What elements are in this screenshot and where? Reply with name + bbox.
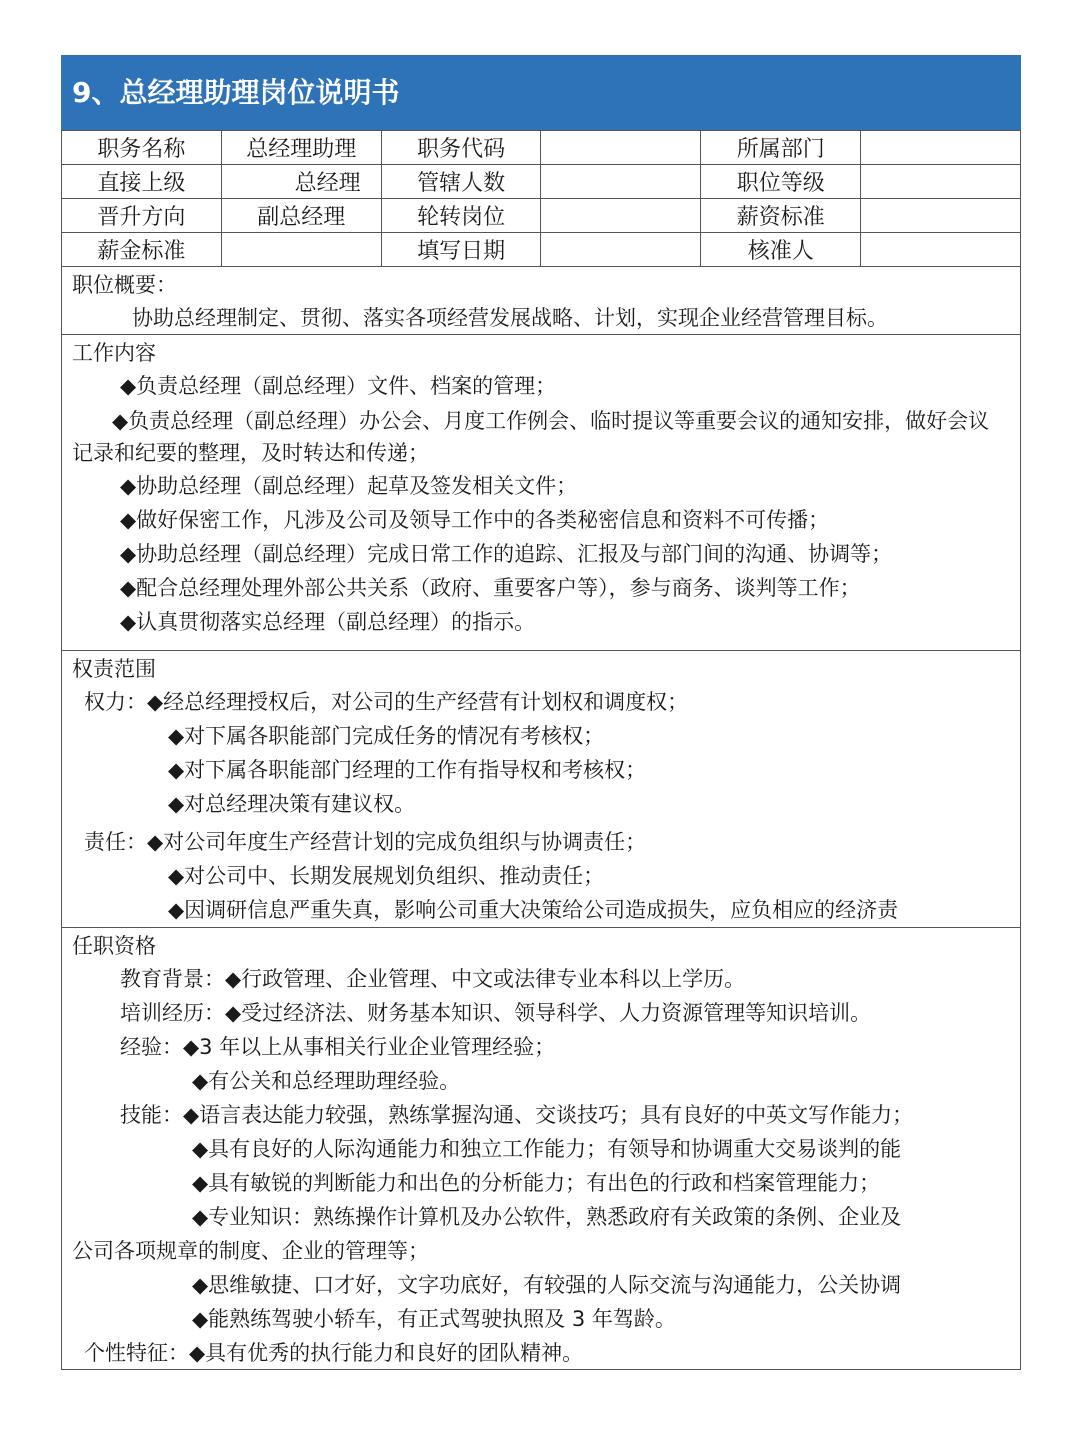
overview-text: 协助总经理制定、贯彻、落实各项经营发展战略、计划，实现企业经营管理目标。 [132, 306, 888, 330]
basic-info-table [61, 130, 1021, 267]
list-item: ◆有公关和总经理助理经验。 [192, 1069, 461, 1093]
list-item: ◆认真贯彻落实总经理（副总经理）的指示。 [120, 610, 536, 634]
duties-section [61, 335, 1021, 651]
list-item: ◆负责总经理（副总经理）文件、档案的管理； [120, 374, 557, 398]
section-title: 任职资格 [72, 934, 156, 958]
list-item: ◆协助总经理（副总经理）完成日常工作的追踪、汇报及与部门间的沟通、协调等； [120, 542, 893, 566]
list-item: ◆能熟练驾驶小轿车，有正式驾驶执照及 3 年驾龄。 [192, 1307, 676, 1331]
list-item: ◆因调研信息严重失真，影响公司重大决策给公司造成损失，应负相应的经济责 [168, 898, 899, 922]
table-cell [861, 131, 1021, 165]
table-cell: 晋升方向 [62, 199, 222, 233]
table-cell: 总经理助理 [221, 131, 381, 165]
table-row [62, 233, 1021, 267]
table-cell [541, 233, 701, 267]
power-label: 权力： [84, 690, 147, 714]
table-cell [541, 165, 701, 199]
list-item: ◆配合总经理处理外部公共关系（政府、重要客户等），参与商务、谈判等工作； [120, 576, 861, 600]
table-cell: 直接上级 [62, 165, 222, 199]
job-description-document [61, 55, 1021, 1370]
personality-line: 个性特征：◆具有优秀的执行能力和良好的团队精神。 [84, 1341, 584, 1365]
table-cell: 职位等级 [701, 165, 861, 199]
list-item [72, 685, 1010, 719]
section-title: 权责范围 [72, 657, 156, 681]
authority-section [61, 651, 1021, 928]
experience-label: 经验： [120, 1035, 183, 1059]
list-item [72, 825, 1010, 859]
table-cell [541, 199, 701, 233]
table-cell [861, 233, 1021, 267]
list-item: ◆专业知识：熟练操作计算机及办公软件，熟悉政府有关政策的条例、企业及 [192, 1205, 902, 1229]
table-row [62, 165, 1021, 199]
list-item: ◆对总经理决策有建议权。 [168, 792, 416, 816]
table-cell: 薪资标准 [701, 199, 861, 233]
duty-item: ◆对公司年度生产经营计划的完成负组织与协调责任； [147, 830, 647, 854]
list-item: ◆负责总经理（副总经理）办公会、月度工作例会、临时提议等重要会议的通知安排，做好会议记录和纪要的整理，及时转达和传递； [72, 409, 990, 465]
table-cell: 副总经理 [221, 199, 381, 233]
table-cell: 核准人 [701, 233, 861, 267]
list-item: 公司各项规章的制度、企业的管理等； [72, 1239, 429, 1263]
table-cell: 职务名称 [62, 131, 222, 165]
list-item: ◆对公司中、长期发展规划负组织、推动责任； [168, 864, 605, 888]
qualifications-section [61, 928, 1021, 1370]
power-item: ◆经总经理授权后，对公司的生产经营有计划权和调度权； [147, 690, 689, 714]
list-item: ◆协助总经理（副总经理）起草及签发相关文件； [120, 474, 578, 498]
table-cell: 轮转岗位 [381, 199, 541, 233]
list-item [72, 1030, 1010, 1064]
table-cell: 所属部门 [701, 131, 861, 165]
table-cell: 职务代码 [381, 131, 541, 165]
skill-item: ◆语言表达能力较强，熟练掌握沟通、交谈技巧；具有良好的中英文写作能力； [183, 1103, 914, 1127]
table-row [62, 131, 1021, 165]
education-line: 教育背景：◆行政管理、企业管理、中文或法律专业本科以上学历。 [120, 967, 746, 991]
section-title: 职位概要： [72, 273, 177, 297]
list-item: ◆对下属各职能部门经理的工作有指导权和考核权； [168, 758, 647, 782]
table-cell: 填写日期 [381, 233, 541, 267]
table-cell: 管辖人数 [381, 165, 541, 199]
table-cell [541, 131, 701, 165]
list-item: ◆思维敏捷、口才好，文字功底好，有较强的人际交流与沟通能力，公关协调 [192, 1273, 902, 1297]
skills-label: 技能： [120, 1103, 183, 1127]
table-cell: 薪金标准 [62, 233, 222, 267]
duty-label: 责任： [84, 830, 147, 854]
table-cell [221, 233, 381, 267]
list-item: ◆具有敏锐的判断能力和出色的分析能力；有出色的行政和档案管理能力； [192, 1171, 881, 1195]
section-title: 工作内容 [72, 341, 156, 365]
table-cell [861, 199, 1021, 233]
training-line: 培训经历：◆受过经济法、财务基本知识、领导科学、人力资源管理等知识培训。 [120, 1001, 872, 1025]
table-cell: 总经理 [221, 165, 381, 199]
list-item: ◆对下属各职能部门完成任务的情况有考核权； [168, 724, 605, 748]
list-item: ◆具有良好的人际沟通能力和独立工作能力；有领导和协调重大交易谈判的能 [192, 1137, 902, 1161]
list-item: ◆做好保密工作，凡涉及公司及领导工作中的各类秘密信息和资料不可传播； [120, 508, 830, 532]
table-cell [861, 165, 1021, 199]
overview-section [61, 267, 1021, 335]
table-row [62, 199, 1021, 233]
list-item [72, 1098, 1010, 1132]
experience-item: ◆3 年以上从事相关行业企业管理经验； [183, 1035, 556, 1059]
document-title: 9、总经理助理岗位说明书 [61, 55, 1021, 130]
